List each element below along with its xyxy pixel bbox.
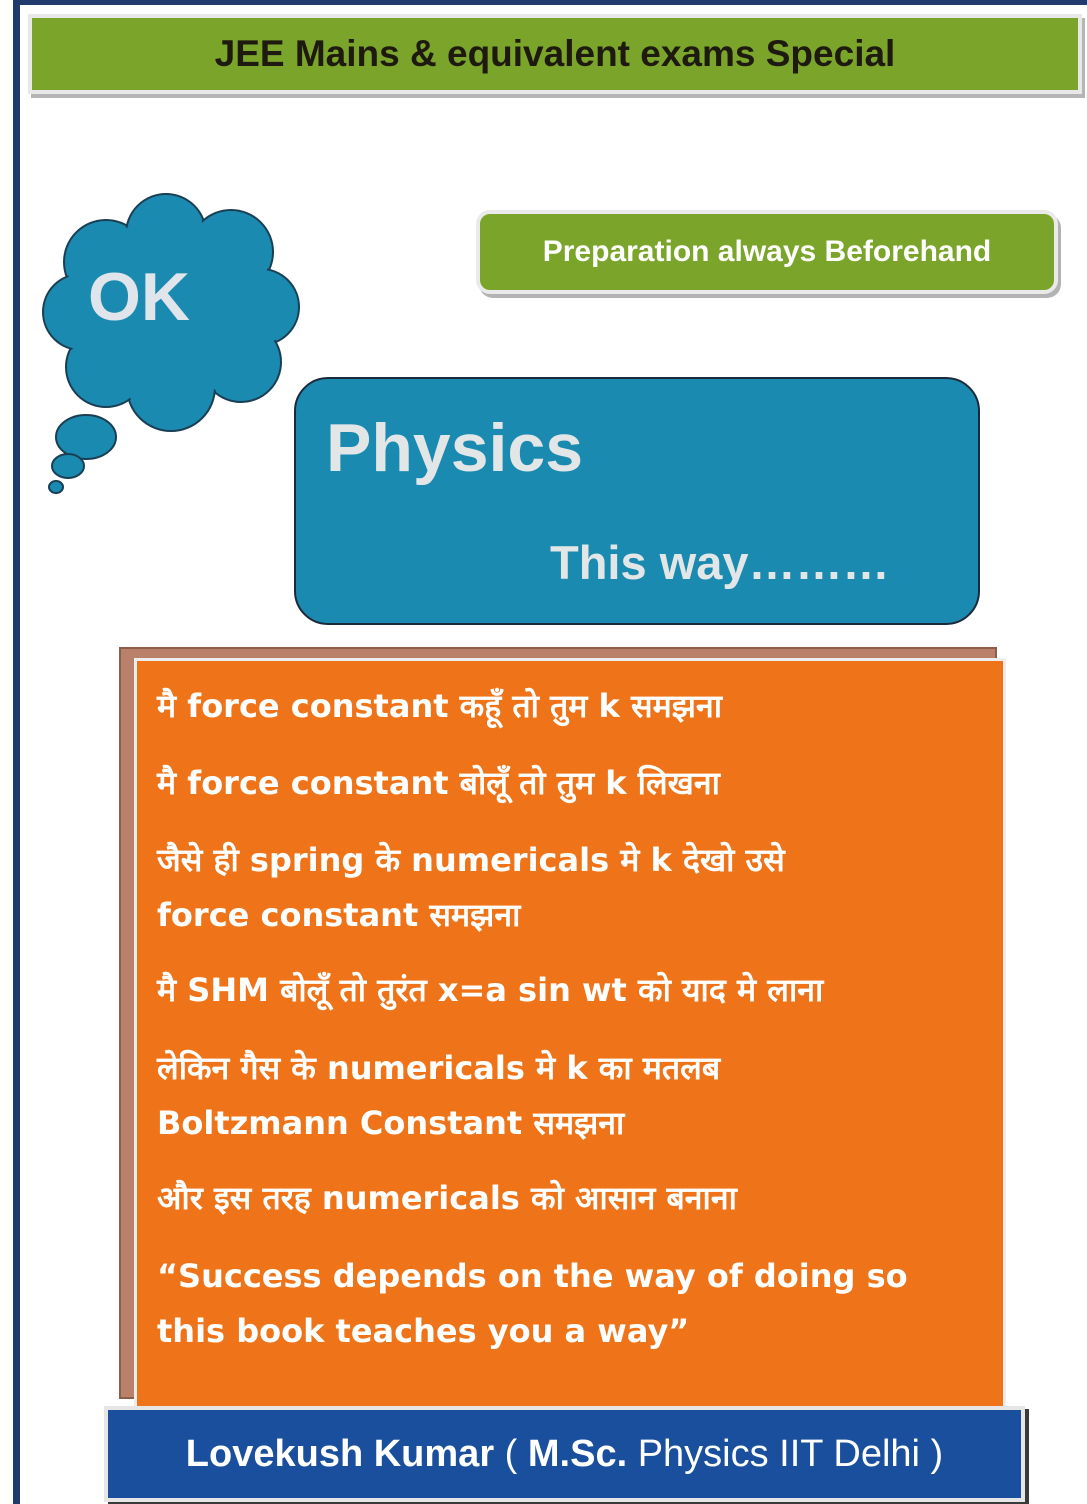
thought-cloud-icon — [36, 192, 306, 502]
content-line: मै force constant कहूँ तो तुम k समझना — [157, 687, 722, 725]
cloud-text: OK — [88, 259, 190, 335]
physics-title: Physics — [326, 410, 584, 486]
author-bar — [104, 1406, 1025, 1502]
header-title: JEE Mains & equivalent exams Special — [214, 33, 896, 74]
physics-subtitle: This way……… — [550, 536, 890, 589]
author-institute: Physics IIT Delhi ) — [627, 1432, 944, 1475]
quote-line: “Success depends on the way of doing so — [157, 1257, 908, 1295]
quote-line: this book teaches you a way” — [157, 1312, 690, 1350]
header-banner — [28, 14, 1082, 94]
author-paren: ( — [494, 1432, 528, 1475]
content-line: लेकिन गैस के numericals मे k का मतलब — [157, 1049, 721, 1087]
content-line: और इस तरह numericals को आसान बनाना — [157, 1179, 737, 1217]
content-line: मै force constant बोलूँ तो तुम k लिखना — [157, 764, 720, 802]
tagline-banner — [476, 210, 1058, 294]
content-line: मै SHM बोलूँ तो तुरंत x=a sin wt को याद मे लाना — [157, 971, 824, 1009]
tagline-text: Preparation always Beforehand — [542, 235, 992, 268]
author-degree: M.Sc. — [527, 1432, 628, 1475]
author-name: Lovekush Kumar — [185, 1432, 495, 1475]
content-line: force constant समझना — [157, 896, 521, 934]
page-frame-top — [13, 0, 1087, 5]
content-box — [134, 658, 1006, 1410]
page-frame-left — [13, 0, 20, 1504]
content-line: Boltzmann Constant समझना — [157, 1104, 625, 1142]
content-line: जैसे ही spring के numericals मे k देखो उसे — [157, 841, 785, 879]
physics-box — [294, 377, 980, 625]
